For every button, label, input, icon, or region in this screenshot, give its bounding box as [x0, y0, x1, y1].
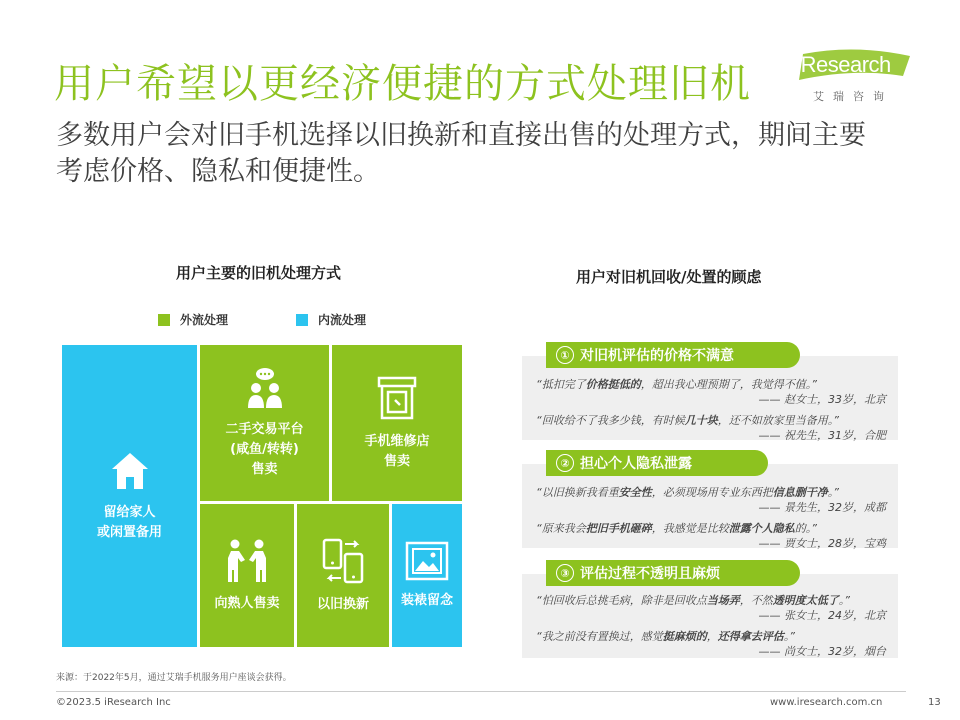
- concern-group-price: [522, 342, 898, 442]
- quote-text: “以旧换新我看重安全性，必须现场用专业东西把信息删干净。”: [536, 486, 839, 499]
- concern-number: ①: [556, 346, 574, 364]
- logo-research: Research: [800, 52, 891, 77]
- concern-pill: [546, 450, 768, 476]
- concern-label: 对旧机评估的价格不满意: [580, 348, 734, 364]
- quote-text: “我之前没有置换过，感觉挺麻烦的，还得拿去评估。”: [536, 630, 795, 643]
- quote-text: “怕回收后总挑毛病，除非是回收点当场弄，不然透明度太低了。”: [536, 594, 850, 607]
- quote-attribution: —— 贾女士，28岁，宝鸡: [758, 537, 886, 550]
- page-subtitle: 多数用户会对旧手机选择以旧换新和直接出售的处理方式，期间主要考虑价格、隐私和便捷性。: [56, 120, 866, 187]
- quote-attribution: —— 祝先生，31岁，合肥: [758, 429, 886, 442]
- logo-i: i: [795, 52, 801, 77]
- tile-trade-in: [297, 504, 389, 647]
- quote-text: “原来我会把旧手机砸碎，我感觉是比较泄露个人隐私的。”: [536, 522, 817, 535]
- handshake-icon: [225, 538, 269, 584]
- concern-group-privacy: [522, 450, 898, 550]
- quote-attribution: —— 景先生，32岁，成都: [758, 501, 886, 514]
- concern-number: ②: [556, 454, 574, 472]
- concern-group-transparency: [522, 560, 898, 660]
- footer-divider: [56, 691, 906, 692]
- tile-label: 留给家人 或闲置备用: [96, 505, 162, 540]
- picture-frame-icon: [405, 541, 449, 581]
- quote-attribution: —— 尚女士，32岁，烟台: [758, 645, 886, 658]
- tile-frame-keepsake: [392, 504, 462, 647]
- logo-subtitle: 艾瑞咨询: [813, 90, 893, 103]
- source-note: 来源：于2022年5月，通过艾瑞手机服务用户座谈会获得。: [56, 673, 292, 683]
- quote-attribution: —— 张女士，24岁，北京: [758, 609, 886, 622]
- legend-item-outflow: [158, 311, 228, 328]
- concern-pill: [546, 342, 800, 368]
- shop-icon: [375, 374, 419, 422]
- legend-swatch-green: [158, 314, 170, 326]
- logo-wordmark: [795, 52, 891, 78]
- quote-attribution: —— 赵女士，33岁，北京: [758, 393, 886, 406]
- page-title: 用户希望以更经济便捷的方式处理旧机: [54, 61, 751, 107]
- phones-exchange-icon: [321, 537, 365, 585]
- legend-swatch-blue: [296, 314, 308, 326]
- right-section-title: 用户对旧机回收/处置的顾虑: [576, 268, 762, 286]
- tile-family-idle: [62, 345, 197, 647]
- website-link[interactable]: www.iresearch.com.cn: [770, 697, 883, 708]
- concern-number: ③: [556, 564, 574, 582]
- quote-text: “回收给不了我多少钱，有时候几十块，还不如放家里当备用。”: [536, 414, 839, 427]
- legend-item-inflow: [296, 311, 366, 328]
- legend-label: 外流处理: [180, 313, 229, 327]
- left-section-title: 用户主要的旧机处理方式: [176, 264, 342, 282]
- tile-sell-acquaintance: [200, 504, 294, 647]
- iresearch-logo: [795, 46, 915, 106]
- tile-repair-shop: [332, 345, 462, 501]
- quote-text: “抵扣完了价格挺低的，超出我心理预期了，我觉得不值。”: [536, 378, 817, 391]
- house-icon: [108, 449, 152, 493]
- people-chat-icon: [244, 366, 286, 410]
- tile-label: 手机维修店 售卖: [364, 434, 430, 469]
- tile-label: 以旧换新: [316, 596, 369, 612]
- concern-label: 评估过程不透明且麻烦: [580, 566, 720, 582]
- tile-secondhand-platform: [200, 345, 329, 501]
- tile-label: 装裱留念: [400, 592, 453, 608]
- concern-pill: [546, 560, 800, 586]
- legend-label: 内流处理: [318, 313, 367, 327]
- tile-label: 向熟人售卖: [214, 595, 280, 611]
- tile-label: 二手交易平台 (咸鱼/转转) 售卖: [225, 422, 304, 477]
- page-number: 13: [928, 697, 941, 708]
- concern-label: 担心个人隐私泄露: [580, 456, 692, 472]
- copyright: ©2023.5 iResearch Inc: [56, 697, 171, 708]
